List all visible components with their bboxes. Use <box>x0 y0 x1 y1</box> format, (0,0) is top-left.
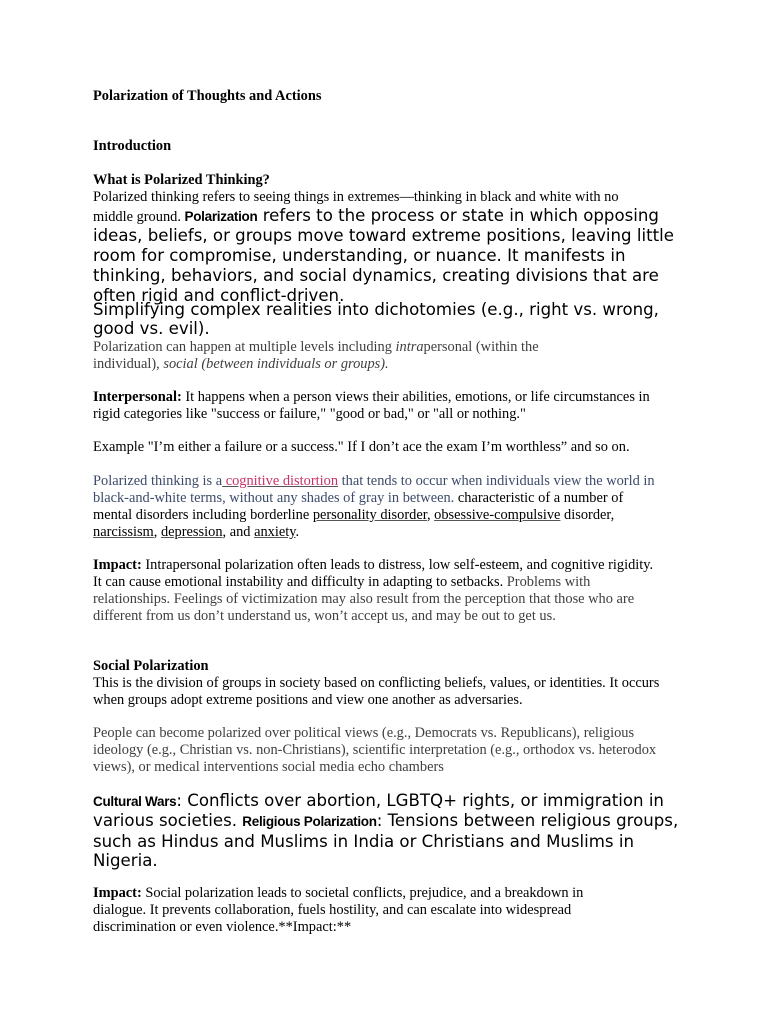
people-paragraph: People can become polarized over political views (e.g., Democrats vs. Republicans), religious ideology (e.g., Christian vs. non-Christians), scientific interpretation (e.g., orthodox vs. heterodox views), or medical interventions social media echo chambers <box>93 725 657 775</box>
separator: , <box>426 507 435 523</box>
polarization-definition: refers to the process or state in which opposing ideas, beliefs, or groups move toward extreme positions, leaving little room for compromise, understanding, or nuance. It manifests in thinking, behaviors, and social dynamics, creating divisions that are often rigid and conflict-driven. <box>93 206 674 305</box>
social-polarization-section <box>93 658 671 709</box>
levels-intra: intra <box>395 339 424 355</box>
social-heading: Social Polarization <box>93 658 209 674</box>
levels-pre: Polarization can happen at multiple levels including <box>93 339 396 355</box>
what-is-line2-pre: middle ground. <box>93 209 185 225</box>
religious-polarization-label: Religious Polarization <box>242 814 377 830</box>
example-text: Example "I’m either a failure or a success." If I don’t ace the exam I’m worthless” and so on. <box>93 439 630 455</box>
what-is-paragraph <box>93 189 683 306</box>
separator: disorder, <box>560 507 615 523</box>
simplifying-text: Simplifying complex realities into dichotomies (e.g., right vs. wrong, good vs. evil). <box>93 300 659 339</box>
anxiety-link[interactable]: anxiety <box>254 524 296 540</box>
separator: , <box>153 524 161 540</box>
polarization-term: Polarization <box>184 209 258 224</box>
levels-paragraph <box>93 339 593 373</box>
impact2-label: Impact: <box>93 885 142 901</box>
impact-intrapersonal-paragraph <box>93 557 661 625</box>
cognitive-distortion-link[interactable]: cognitive distortion <box>222 473 339 489</box>
distortion-post: characteristic of a number of mental disorders including borderline <box>93 490 624 523</box>
personality-disorder-link[interactable]: personality disorder <box>312 507 427 523</box>
interpersonal-paragraph <box>93 389 678 423</box>
separator: , and <box>222 524 255 540</box>
period: . <box>295 524 300 540</box>
cultural-wars-label: Cultural Wars <box>93 794 177 809</box>
impact2-text: Social polarization leads to societal conflicts, prejudice, and a breakdown in dialogue. It prevents collaboration, fuels hostility, and can escalate into widespread discrimination or even violence.**Impact:** <box>93 885 584 935</box>
distortion-paragraph <box>93 473 663 541</box>
interpersonal-text: It happens when a person views their abilities, emotions, or life circumstances in rigid categories like "success or failure," "good or bad," or "all or nothing." <box>93 389 650 422</box>
levels-social: social (between individuals or groups). <box>163 356 389 372</box>
cultural-wars-text: : Conflicts over abortion, LGBTQ+ rights, or immigration in various societies. <box>93 791 664 831</box>
distortion-pre: Polarized thinking is a <box>93 473 223 489</box>
what-is-line1: Polarized thinking refers to seeing things in extremes—thinking in black and white with no <box>93 189 619 205</box>
what-is-heading: What is Polarized Thinking? <box>93 172 270 188</box>
document-title: Polarization of Thoughts and Actions <box>93 88 322 104</box>
narcissism-link[interactable]: narcissism <box>93 524 154 540</box>
ocd-link[interactable]: obsessive-compulsive <box>434 507 561 523</box>
religious-polarization-text: : Tensions between religious groups, such as Hindus and Muslims in India or Christians and Muslims in Nigeria. <box>93 811 679 870</box>
impact-grey-text: Problems with relationships. Feelings of victimization may also result from the perception that those who are different from us don’t understand us, won’t accept us, and may be out to get us. <box>93 574 635 624</box>
introduction-heading: Introduction <box>93 138 172 154</box>
levels-mid: personal (within the individual), <box>93 339 539 372</box>
impact-text: Intrapersonal polarization often leads to distress, low self-esteem, and cognitive rigidity. It can cause emotional instability and difficulty in adapting to setbacks. <box>93 557 654 590</box>
depression-link[interactable]: depression <box>160 524 223 540</box>
impact-social-paragraph <box>93 885 638 936</box>
interpersonal-label: Interpersonal: <box>93 389 182 405</box>
social-text: This is the division of groups in society based on conflicting beliefs, values, or identities. It occurs when groups adopt extreme positions and view one another as adversaries. <box>93 675 660 708</box>
cultural-wars-paragraph <box>93 791 693 870</box>
impact-label: Impact: <box>93 557 142 573</box>
distortion-mid: that tends to occur when individuals view the world in black-and-white terms, without any shades of gray in between. <box>93 473 655 506</box>
